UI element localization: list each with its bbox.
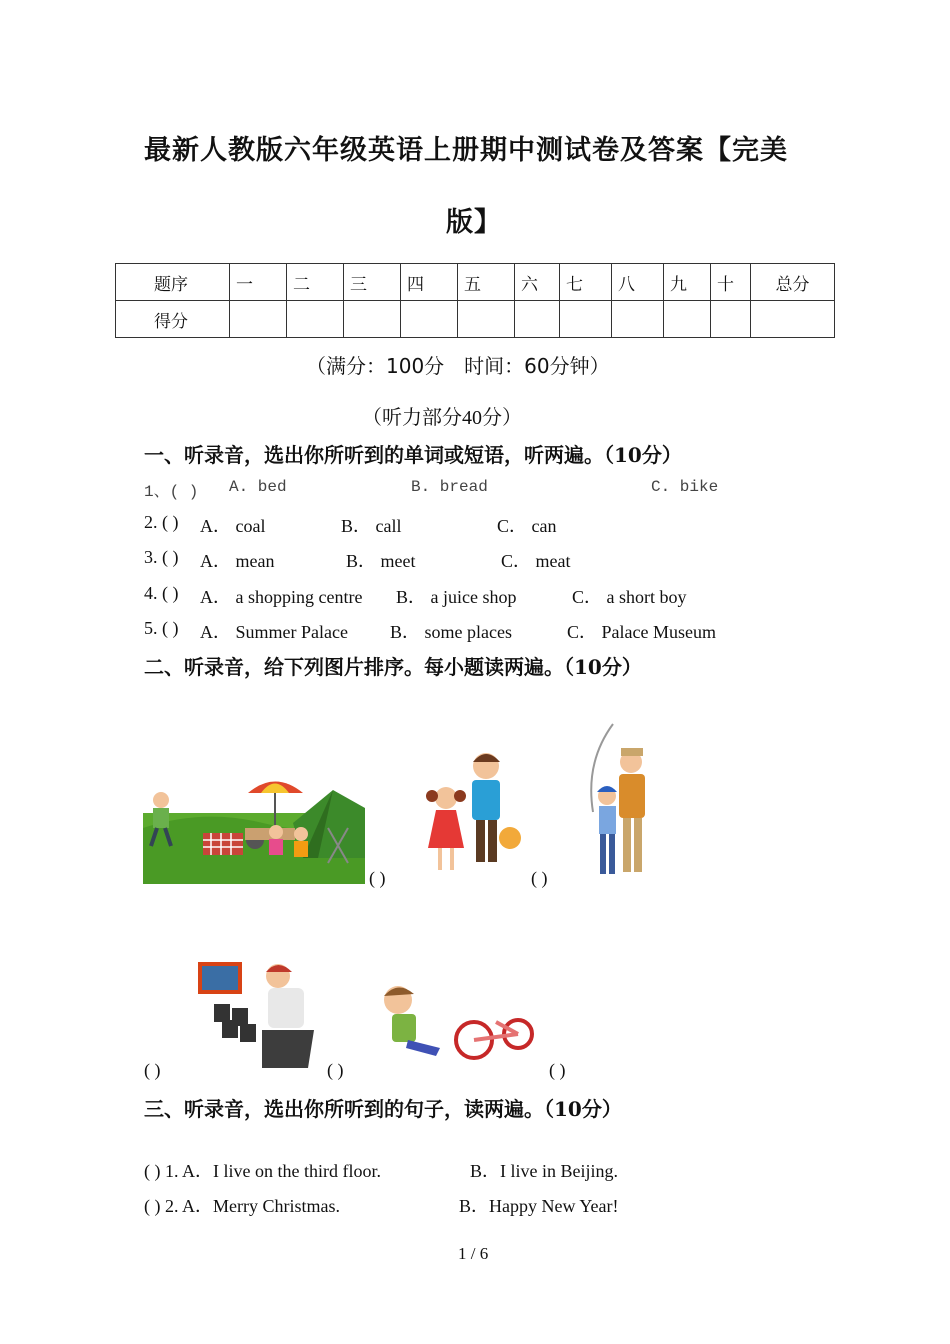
section-2-heading: 二、听录音，给下列图片排序。每小题读两遍。（10分） bbox=[144, 655, 642, 679]
answer-blank[interactable]: ( ) bbox=[531, 868, 548, 888]
question-number: 1、( ) bbox=[144, 483, 199, 501]
score-table-score-row bbox=[116, 301, 835, 338]
score-cell: 三 bbox=[344, 264, 401, 301]
score-input-cell[interactable] bbox=[612, 301, 664, 338]
option-b: B．I live in Beijing. bbox=[470, 1161, 618, 1181]
option-c: C． meat bbox=[501, 551, 571, 571]
option-c: C． a short boy bbox=[572, 587, 687, 607]
option-a: A． Summer Palace bbox=[200, 622, 348, 642]
score-cell-label: 题序 bbox=[116, 264, 230, 301]
option-c: C． Palace Museum bbox=[567, 622, 716, 642]
score-cell: 九 bbox=[664, 264, 711, 301]
page-title-line-2: 版】 bbox=[446, 207, 502, 238]
option-b: B． meet bbox=[346, 551, 416, 571]
score-input-cell[interactable] bbox=[287, 301, 344, 338]
score-cell: 八 bbox=[612, 264, 664, 301]
score-cell: 五 bbox=[458, 264, 515, 301]
question-number: 5. ( ) bbox=[144, 618, 179, 638]
page-number: 1 / 6 bbox=[458, 1244, 489, 1263]
picnic-image bbox=[143, 768, 365, 884]
answer-blank[interactable]: ( ) bbox=[549, 1060, 566, 1080]
score-input-cell[interactable] bbox=[560, 301, 612, 338]
family-shopping-image bbox=[418, 748, 528, 880]
score-cell: 四 bbox=[401, 264, 458, 301]
score-input-cell[interactable] bbox=[344, 301, 401, 338]
score-input-cell[interactable] bbox=[711, 301, 751, 338]
score-cell-total: 总分 bbox=[751, 264, 835, 301]
section-3-heading: 三、听录音，选出你所听到的句子，读两遍。（10分） bbox=[144, 1097, 622, 1121]
option-c: C． can bbox=[497, 516, 557, 536]
score-input-cell[interactable] bbox=[515, 301, 560, 338]
score-cell: 一 bbox=[230, 264, 287, 301]
score-cell: 二 bbox=[287, 264, 344, 301]
sentence-question: ( ) 2. A．Merry Christmas. bbox=[144, 1196, 340, 1216]
score-input-cell[interactable] bbox=[664, 301, 711, 338]
answer-blank[interactable]: ( ) bbox=[327, 1060, 344, 1080]
option-b: B．Happy New Year! bbox=[459, 1196, 619, 1216]
cinema-image bbox=[196, 960, 320, 1070]
option-b: B. bread bbox=[411, 478, 488, 496]
option-a: A． coal bbox=[200, 516, 266, 536]
option-b: B． a juice shop bbox=[396, 587, 517, 607]
answer-blank[interactable]: ( ) bbox=[369, 868, 386, 888]
option-b: B． call bbox=[341, 516, 402, 536]
score-table-header-row bbox=[116, 264, 835, 301]
score-input-cell[interactable] bbox=[230, 301, 287, 338]
option-a: A. bed bbox=[229, 478, 287, 496]
section-1-heading: 一、听录音，选出你所听到的单词或短语，听两遍。（10分） bbox=[144, 443, 682, 467]
option-a: A． a shopping centre bbox=[200, 587, 363, 607]
score-table bbox=[115, 263, 835, 338]
question-number: 3. ( ) bbox=[144, 547, 179, 567]
score-input-cell[interactable] bbox=[401, 301, 458, 338]
score-input-cell[interactable] bbox=[751, 301, 835, 338]
option-a: A． mean bbox=[200, 551, 275, 571]
question-number: 4. ( ) bbox=[144, 583, 179, 603]
exam-info: （满分：100分 时间：60分钟） bbox=[306, 354, 610, 378]
boy-fallen-bike-image bbox=[378, 982, 546, 1074]
score-cell: 七 bbox=[560, 264, 612, 301]
score-input-cell[interactable] bbox=[458, 301, 515, 338]
grandpa-fishing-image bbox=[583, 722, 659, 882]
score-cell: 六 bbox=[515, 264, 560, 301]
question-number: 2. ( ) bbox=[144, 512, 179, 532]
page-title-line-1: 最新人教版六年级英语上册期中测试卷及答案【完美 bbox=[144, 135, 788, 166]
answer-blank[interactable]: ( ) bbox=[144, 1060, 161, 1080]
score-cell: 十 bbox=[711, 264, 751, 301]
score-cell-label: 得分 bbox=[116, 301, 230, 338]
option-c: C. bike bbox=[651, 478, 719, 496]
sentence-question: ( ) 1. A．I live on the third floor. bbox=[144, 1161, 381, 1181]
option-b: B． some places bbox=[390, 622, 512, 642]
listening-part-label: （听力部分40分） bbox=[362, 407, 522, 429]
